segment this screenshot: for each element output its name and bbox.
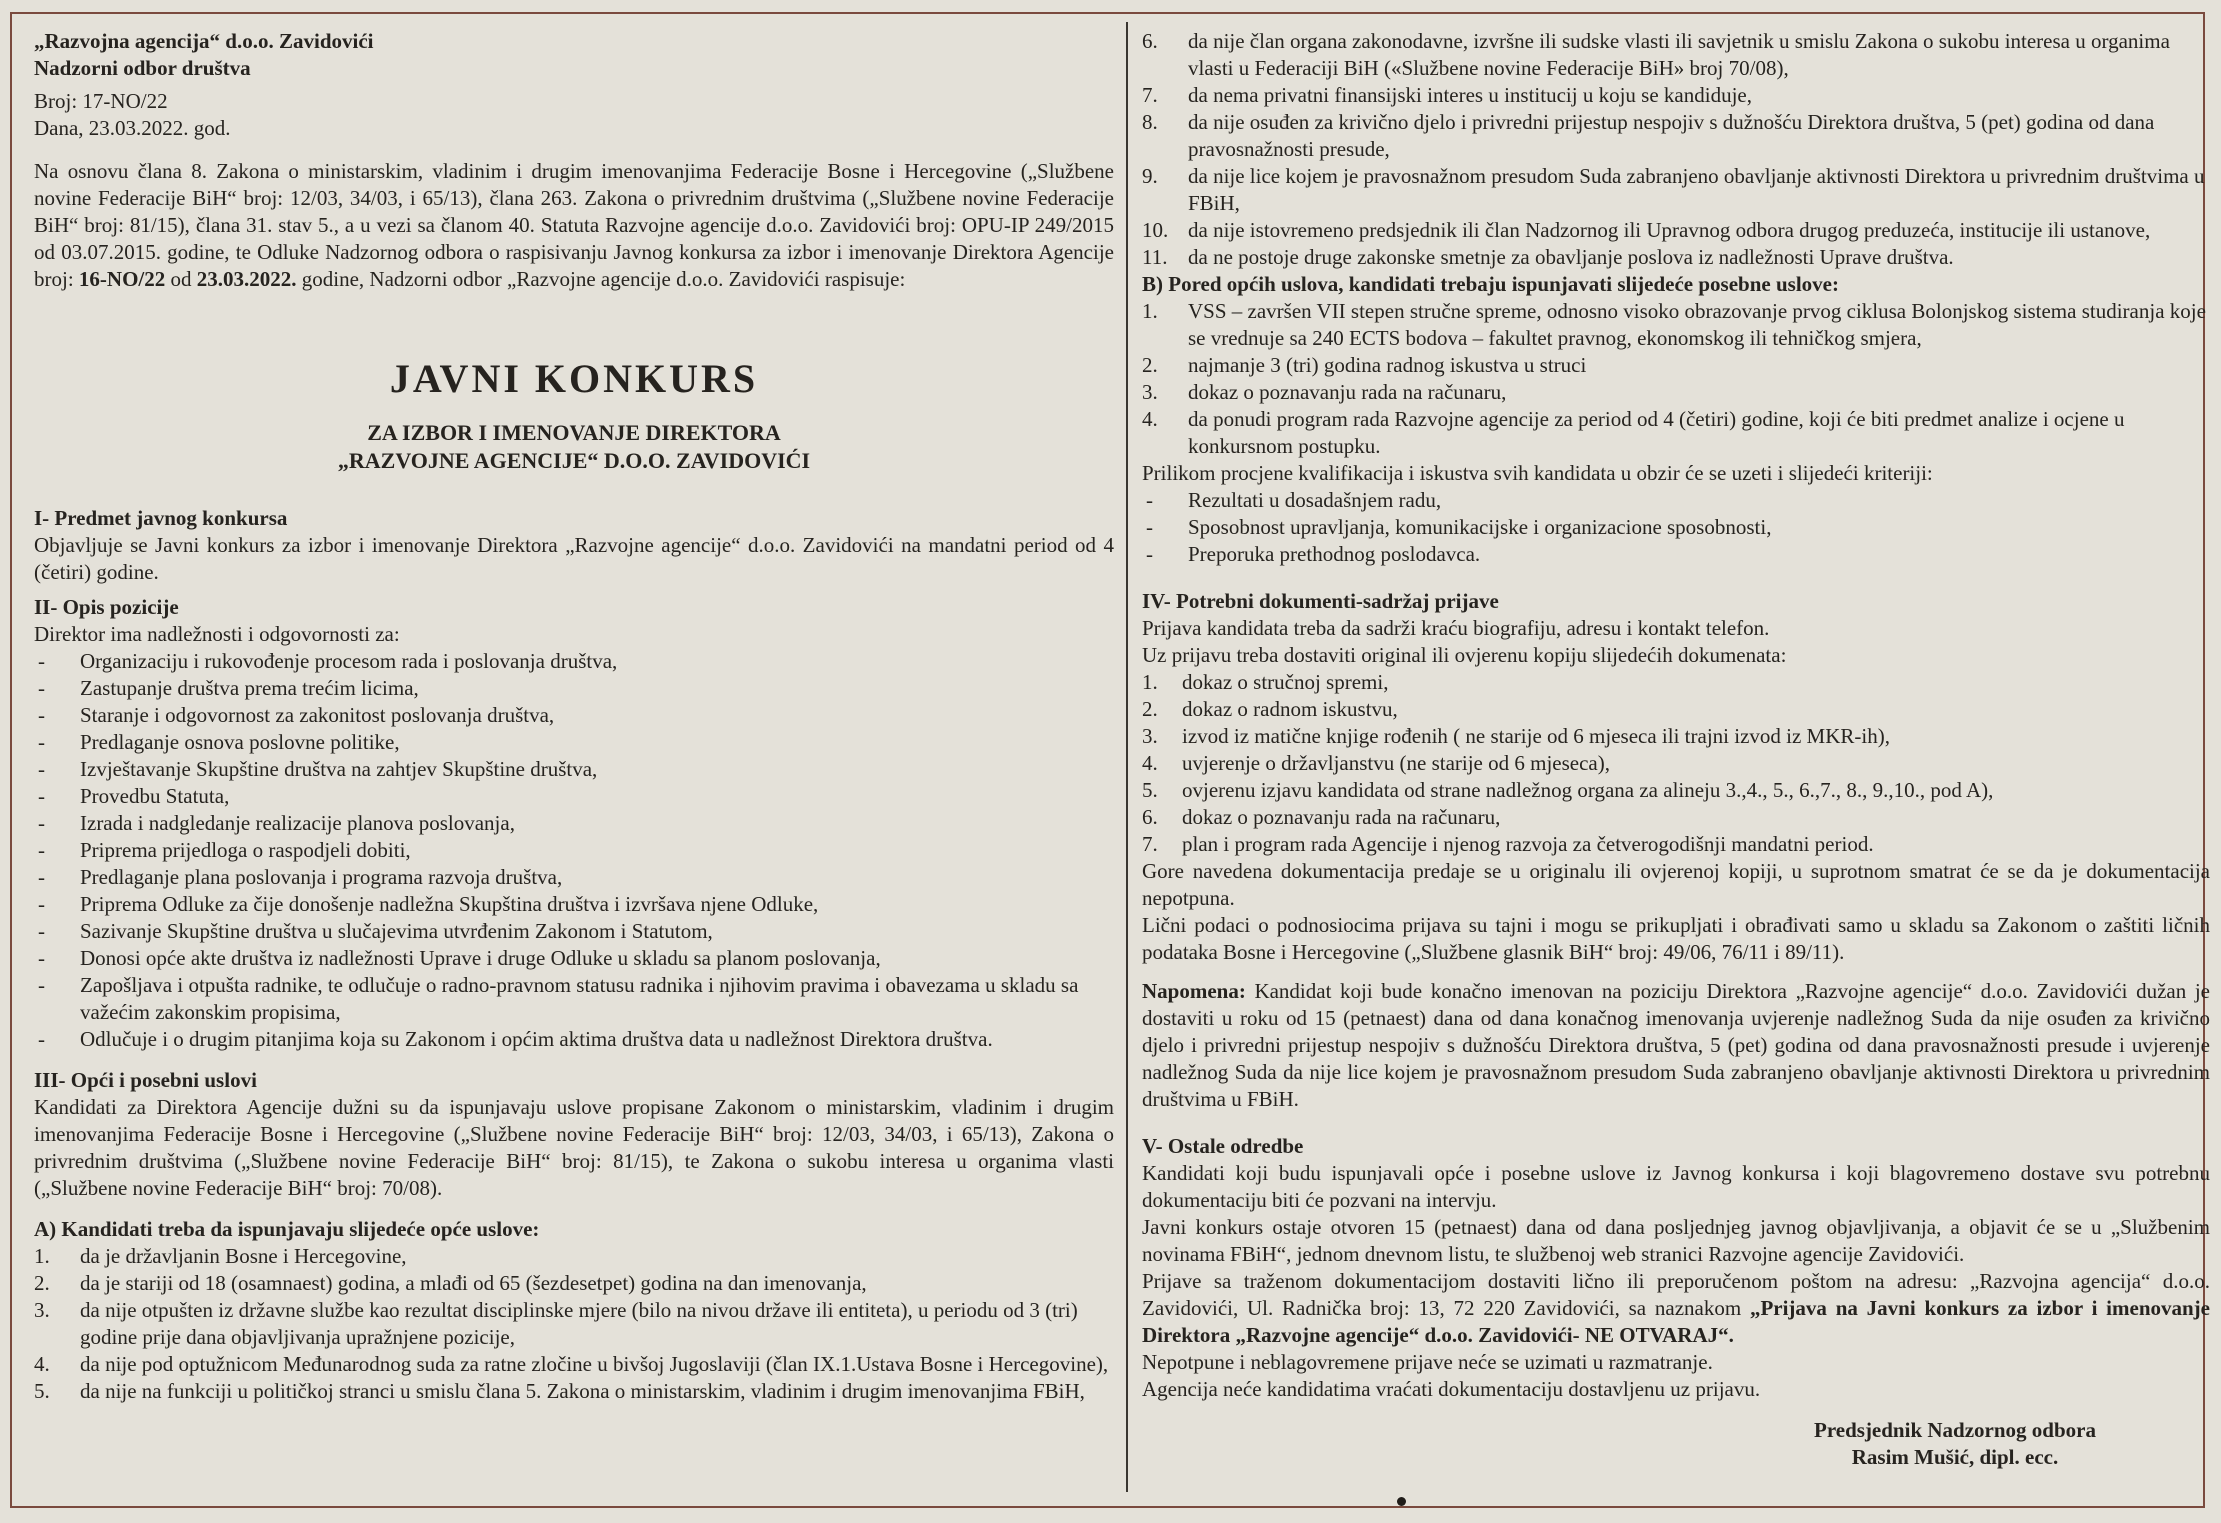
duty-item <box>34 756 1114 783</box>
section5-p5: Agencija neće kandidatima vraćati dokumentaciju dostavljenu uz prijavu. <box>1142 1377 1761 1401</box>
item-number: 1. <box>1142 670 1158 694</box>
intro-paragraph <box>34 158 1114 293</box>
general-condition-item <box>1142 28 2210 82</box>
document-item <box>1142 669 2210 696</box>
item-number: 6. <box>1142 29 1158 53</box>
criteria-list <box>1142 487 2210 568</box>
dash-bullet: - <box>38 784 45 808</box>
special-conditions-heading: B) Pored općih uslova, kandidati trebaju ispunjavati slijedeće posebne uslove: <box>1142 272 1839 296</box>
item-text: da nije osuđen za krivično djelo i privredni prijestup nespojiv s dužnošću Direktora društva, 5 (pet) godina od dana pravosnažnosti presude, <box>1188 110 2155 161</box>
duty-item <box>34 702 1114 729</box>
napomena-text: Kandidat koji bude konačno imenovan na poziciju Direktora „Razvojne agencije“ d.o.o. Zavidovići dužan je dostaviti u roku od 15 (petnaest) dana od dana konačnog imenovanja uvjerenje nadležnog Suda da nije osuđen za krivično djelo i privredni prijestup nespojiv s dužnošću Direktora društva, 5 (pet) godina od dana pravosnažnosti presude i uvjerenje nadležnog Suda da nije lice kojem je pravosnažnom presudom Suda zabranjeno obavljanje aktivnosti Direktora u privrednim društvima u FBiH. <box>1142 979 2210 1111</box>
general-condition-item <box>34 1351 1114 1378</box>
item-text: Organizaciju i rukovođenje procesom rada i poslovanja društva, <box>80 649 618 673</box>
item-text: dokaz o radnom iskustvu, <box>1182 697 1398 721</box>
item-text: uvjerenje o državljanstvu (ne starije od 6 mjeseca), <box>1182 751 1610 775</box>
item-text: Priprema prijedloga o raspodjeli dobiti, <box>80 838 411 862</box>
napomena-paragraph <box>1142 978 2210 1113</box>
item-text: Staranje i odgovornost za zakonitost poslovanja društva, <box>80 703 555 727</box>
duty-item <box>34 729 1114 756</box>
item-text: da nije istovremeno predsjednik ili član Nadzornog ili Upravnog odbora drugog preduzeća, institucije ili ustanove, <box>1188 218 2151 242</box>
intro-text-a: Na osnovu člana 8. Zakona o ministarskim, vladinim i drugim imenovanjima Federacije Bosne i Hercegovine („Službene novine Federacije BiH“ broj: 12/03, 34/03, i 65/13), člana 263. Zakona o privrednim društvima („Službene novine Federacije BiH“ broj: 81/15), člana 31. stav 5., a u vezi sa članom 40. Statuta Razvojne agencije d.o.o. Zavidovići broj: OPU-IP 249/2015 od 03.07.2015. godine, te Odluke Nadzornog odbora o raspisivanju Javnog konkursa za izbor i imenovanje Direktora Agencije broj: <box>34 159 1114 291</box>
general-condition-item <box>1142 82 2210 109</box>
dash-bullet: - <box>38 838 45 862</box>
item-number: 3. <box>1142 724 1158 748</box>
duty-item <box>34 648 1114 675</box>
item-number: 7. <box>1142 83 1158 107</box>
intro-date: 23.03.2022. <box>196 267 297 291</box>
section1-text: Objavljuje se Javni konkurs za izbor i imenovanje Direktora „Razvojne agencije“ d.o.o. Zavidovići na mandatni period od 4 (četiri) godine. <box>34 533 1114 584</box>
item-text: Rezultati u dosadašnjem radu, <box>1188 488 1442 512</box>
section5-p2: Javni konkurs ostaje otvoren 15 (petnaest) dana od dana posljednjeg javnog objavljivanja, a objavit će se u „Službenim novinama FBiH“, jednom dnevnom listu, te službenoj web stranici Razvojne agencije Zavidovići. <box>1142 1215 2210 1266</box>
criteria-intro: Prilikom procjene kvalifikacija i iskustva svih kandidata u obzir će se uzeti i slijedeći kriteriji: <box>1142 461 1933 485</box>
section4-note1: Gore navedena dokumentacija predaje se u originalu ili ovjerenoj kopiji, u suprotnom smatrat će se da je dokumentacija nepotpuna. <box>1142 859 2210 910</box>
org-name: „Razvojna agencija“ d.o.o. Zavidovići <box>34 29 374 53</box>
item-text: Preporuka prethodnog poslodavca. <box>1188 542 1481 566</box>
signature-block <box>1142 1417 2210 1471</box>
item-text: dokaz o poznavanju rada na računaru, <box>1188 380 1507 404</box>
section5-p1: Kandidati koji budu ispunjavali opće i posebne uslove iz Javnog konkursa i koji blagovremeno dostave svu potrebnu dokumentaciju biti će pozvani na intervju. <box>1142 1161 2210 1212</box>
item-number: 10. <box>1142 218 1169 242</box>
item-text: VSS – završen VII stepen stručne spreme, odnosno visoko obrazovanje prvog ciklusa Bolonjskog sistema studiranja koje se vrednuje sa 240 ECTS bodova – fakultet pravnog, ekonomskog ili tehničkog smjera, <box>1188 299 2206 350</box>
criteria-item <box>1142 487 2210 514</box>
dash-bullet: - <box>1146 488 1153 512</box>
dash-bullet: - <box>38 811 45 835</box>
section1-heading: I- Predmet javnog konkursa <box>34 506 288 530</box>
section5-p3-label: „Prijava na Javni konkurs za izbor i imenovanje Direktora „Razvojne agencije“ d.o.o. Zavidovići- NE OTVARAJ“. <box>1142 1296 2210 1347</box>
section4-heading: IV- Potrebni dokumenti-sadržaj prijave <box>1142 589 1499 613</box>
general-condition-item <box>34 1378 1114 1405</box>
dash-bullet: - <box>38 946 45 970</box>
document-item <box>1142 777 2210 804</box>
item-text: da nije otpušten iz državne službe kao rezultat disciplinske mjere (bilo na nivou države ili entiteta), u periodu od 3 (tri) godine prije dana objavljivanja upražnjene pozicije, <box>80 1298 1078 1349</box>
item-number: 1. <box>34 1244 50 1268</box>
item-text: da nije pod optužnicom Međunarodnog suda za ratne zločine u bivšoj Jugoslaviji (član IX.1.Ustava Bosne i Hercegovine), <box>80 1352 1109 1376</box>
intro-ref: 16-NO/22 <box>78 267 166 291</box>
item-text: da nije član organa zakonodavne, izvršne ili sudske vlasti ili savjetnik u smislu Zakona o sukobu interesa u organima vlasti u Federaciji BiH («Službene novine Federacije BiH» broj 70/08), <box>1188 29 2170 80</box>
doc-number: Broj: 17-NO/22 <box>34 89 168 113</box>
criteria-item <box>1142 514 2210 541</box>
section4-note2: Lični podaci o podnosiocima prijava su tajni i mogu se prikupljati i obrađivati samo u skladu sa Zakonom o zaštiti ličnih podataka Bosne i Hercegovine („Službene glasnik BiH“ broj: 49/06, 76/11 i 89/11). <box>1142 913 2210 964</box>
item-text: dokaz o poznavanju rada na računaru, <box>1182 805 1501 829</box>
section2-intro: Direktor ima nadležnosti i odgovornosti za: <box>34 622 400 646</box>
section5-p3-text: Prijave sa traženom dokumentacijom dostaviti lično ili preporučenom poštom na adresu: „Razvojna agencija“ d.o.o. Zavidovići, Ul. Radnička broj: 13, 72 220 Zavidovići, sa naznakom <box>1142 1269 2210 1320</box>
item-number: 9. <box>1142 164 1158 188</box>
intro-text-c: godine, Nadzorni odbor „Razvojne agencije d.o.o. Zavidovići raspisuje: <box>296 267 906 291</box>
special-conditions-list <box>1142 298 2210 460</box>
dash-bullet: - <box>38 892 45 916</box>
duties-list <box>34 648 1114 1053</box>
general-condition-item <box>1142 163 2210 217</box>
item-number: 2. <box>1142 353 1158 377</box>
title-sub-1: ZA IZBOR I IMENOVANJE DIREKTORA <box>367 420 781 445</box>
duty-item <box>34 783 1114 810</box>
left-column <box>34 28 1114 1505</box>
item-number: 8. <box>1142 110 1158 134</box>
duty-item <box>34 810 1114 837</box>
section2-heading: II- Opis pozicije <box>34 595 179 619</box>
special-condition-item <box>1142 406 2210 460</box>
item-text: najmanje 3 (tri) godina radnog iskustva u struci <box>1188 353 1587 377</box>
title-block <box>34 353 1114 475</box>
napomena-label: Napomena: <box>1142 979 1246 1003</box>
item-text: Sposobnost upravljanja, komunikacijske i organizacione sposobnosti, <box>1188 515 1772 539</box>
item-text: da nije na funkciji u političkoj stranci u smislu člana 5. Zakona o ministarskim, vladinim i drugim imenovanjima FBiH, <box>80 1379 1085 1403</box>
title-sub-2: „RAZVOJNE AGENCIJE“ D.O.O. ZAVIDOVIĆI <box>337 448 811 473</box>
item-text: Provedbu Statuta, <box>80 784 230 808</box>
item-text: plan i program rada Agencije i njenog razvoja za četverogodišnji mandatni period. <box>1182 832 1874 856</box>
dash-bullet: - <box>38 865 45 889</box>
print-dot <box>1397 1497 1406 1506</box>
item-number: 4. <box>34 1352 50 1376</box>
item-text: Izvještavanje Skupštine društva na zahtjev Skupštine društva, <box>80 757 598 781</box>
section4-line1: Prijava kandidata treba da sadrži kraću biografiju, adresu i kontakt telefon. <box>1142 616 1770 640</box>
special-condition-item <box>1142 379 2210 406</box>
dash-bullet: - <box>38 676 45 700</box>
section3-heading: III- Opći i posebni uslovi <box>34 1068 257 1092</box>
duty-item <box>34 891 1114 918</box>
general-condition-item <box>1142 217 2210 244</box>
item-text: Priprema Odluke za čije donošenje nadležna Skupština društva i izvršava njene Odluke, <box>80 892 819 916</box>
item-text: Sazivanje Skupštine društva u slučajevima utvrđenim Zakonom i Statutom, <box>80 919 713 943</box>
criteria-item <box>1142 541 2210 568</box>
document-item <box>1142 723 2210 750</box>
duty-item <box>34 864 1114 891</box>
item-number: 3. <box>1142 380 1158 404</box>
item-number: 1. <box>1142 299 1158 323</box>
duty-item <box>34 972 1114 1026</box>
item-text: Odlučuje i o drugim pitanjima koja su Zakonom i općim aktima društva data u nadležnost Direktora društva. <box>80 1027 993 1051</box>
item-text: dokaz o stručnoj spremi, <box>1182 670 1389 694</box>
item-text: Predlaganje osnova poslovne politike, <box>80 730 400 754</box>
document-item <box>1142 696 2210 723</box>
dash-bullet: - <box>1146 542 1153 566</box>
special-condition-item <box>1142 298 2210 352</box>
board-name: Nadzorni odbor društva <box>34 56 251 80</box>
item-text: da je državljanin Bosne i Hercegovine, <box>80 1244 407 1268</box>
duty-item <box>34 1026 1114 1053</box>
general-conditions-heading: A) Kandidati treba da ispunjavaju slijedeće opće uslove: <box>34 1217 540 1241</box>
general-condition-item <box>1142 244 2210 271</box>
dash-bullet: - <box>38 919 45 943</box>
document-item <box>1142 804 2210 831</box>
section5-p3 <box>1142 1268 2210 1349</box>
item-number: 11. <box>1142 245 1168 269</box>
dash-bullet: - <box>38 730 45 754</box>
item-number: 7. <box>1142 832 1158 856</box>
item-text: da je stariji od 18 (osamnaest) godina, a mlađi od 65 (šezdesetpet) godina na dan imenovanja, <box>80 1271 867 1295</box>
dash-bullet: - <box>38 973 45 997</box>
duty-item <box>34 837 1114 864</box>
document-item <box>1142 831 2210 858</box>
duty-item <box>34 675 1114 702</box>
item-text: Zastupanje društva prema trećim licima, <box>80 676 419 700</box>
item-text: ovjerenu izjavu kandidata od strane nadležnog organa za alineju 3.,4., 5., 6.,7., 8., 9.,10., pod A), <box>1182 778 1994 802</box>
signature-role: Predsjednik Nadzornog odbora <box>1814 1418 2096 1442</box>
dash-bullet: - <box>38 1027 45 1051</box>
duty-item <box>34 945 1114 972</box>
general-conditions-list <box>34 1243 1114 1405</box>
item-text: da nema privatni finansijski interes u institucij u koju se kandiduje, <box>1188 83 1752 107</box>
dash-bullet: - <box>38 703 45 727</box>
section3-text: Kandidati za Direktora Agencije dužni su da ispunjavaju uslove propisane Zakonom o ministarskim, vladinim i drugim imenovanjima Federacije Bosne i Hercegovine („Službene novine Federacije BiH“ broj: 12/03, 34/03, i 65/13), Zakona o privrednim društvima („Službene novine Federacije BiH“ broj: 81/15), te Zakona o sukobu interesa u organima vlasti („Službene novine Federacije BiH“ broj: 70/08). <box>34 1095 1114 1200</box>
column-divider <box>1126 22 1128 1492</box>
item-text: izvod iz matične knjige rođenih ( ne starije od 6 mjeseca ili trajni izvod iz MKR-ih), <box>1182 724 1890 748</box>
section4-line2: Uz prijavu treba dostaviti original ili ovjerenu kopiju slijedećih dokumenata: <box>1142 643 1787 667</box>
item-text: Predlaganje plana poslovanja i programa razvoja društva, <box>80 865 563 889</box>
dash-bullet: - <box>38 649 45 673</box>
item-number: 5. <box>34 1379 50 1403</box>
item-text: Izrada i nadgledanje realizacije planova poslovanja, <box>80 811 515 835</box>
intro-text-b: od <box>165 267 197 291</box>
item-text: da ponudi program rada Razvojne agencije za period od 4 (četiri) godine, koji će biti predmet analize i ocjene u konkursnom postupku. <box>1188 407 2125 458</box>
dash-bullet: - <box>38 757 45 781</box>
general-condition-item <box>34 1297 1114 1351</box>
item-number: 3. <box>34 1298 50 1322</box>
duty-item <box>34 918 1114 945</box>
doc-date: Dana, 23.03.2022. god. <box>34 116 231 140</box>
item-text: da nije lice kojem je pravosnažnom presudom Suda zabranjeno obavljanje aktivnosti Direktora u privrednim društvima u FBiH, <box>1188 164 2205 215</box>
general-condition-item <box>34 1243 1114 1270</box>
document-item <box>1142 750 2210 777</box>
right-column <box>1142 28 2210 1505</box>
item-text: Zapošljava i otpušta radnike, te odlučuje o radno-pravnom statusu radnika i njihovim pravima i obavezama u skladu sa važećim zakonskim propisima, <box>80 973 1079 1024</box>
dash-bullet: - <box>1146 515 1153 539</box>
general-condition-item <box>34 1270 1114 1297</box>
item-number: 5. <box>1142 778 1158 802</box>
header-block <box>34 28 1114 142</box>
item-number: 2. <box>34 1271 50 1295</box>
general-conditions-list-cont <box>1142 28 2210 271</box>
item-number: 6. <box>1142 805 1158 829</box>
item-number: 2. <box>1142 697 1158 721</box>
item-text: da ne postoje druge zakonske smetnje za obavljanje poslova iz nadležnosti Uprave društva. <box>1188 245 1954 269</box>
documents-list <box>1142 669 2210 858</box>
special-condition-item <box>1142 352 2210 379</box>
item-number: 4. <box>1142 407 1158 431</box>
page-title: JAVNI KONKURS <box>389 356 759 401</box>
item-number: 4. <box>1142 751 1158 775</box>
section5-heading: V- Ostale odredbe <box>1142 1134 1304 1158</box>
general-condition-item <box>1142 109 2210 163</box>
signature-name: Rasim Mušić, dipl. ecc. <box>1851 1445 2059 1469</box>
item-text: Donosi opće akte društva iz nadležnosti Uprave i druge Odluke u skladu sa planom poslovanja, <box>80 946 881 970</box>
section5-p4: Nepotpune i neblagovremene prijave neće se uzimati u razmatranje. <box>1142 1350 1713 1374</box>
